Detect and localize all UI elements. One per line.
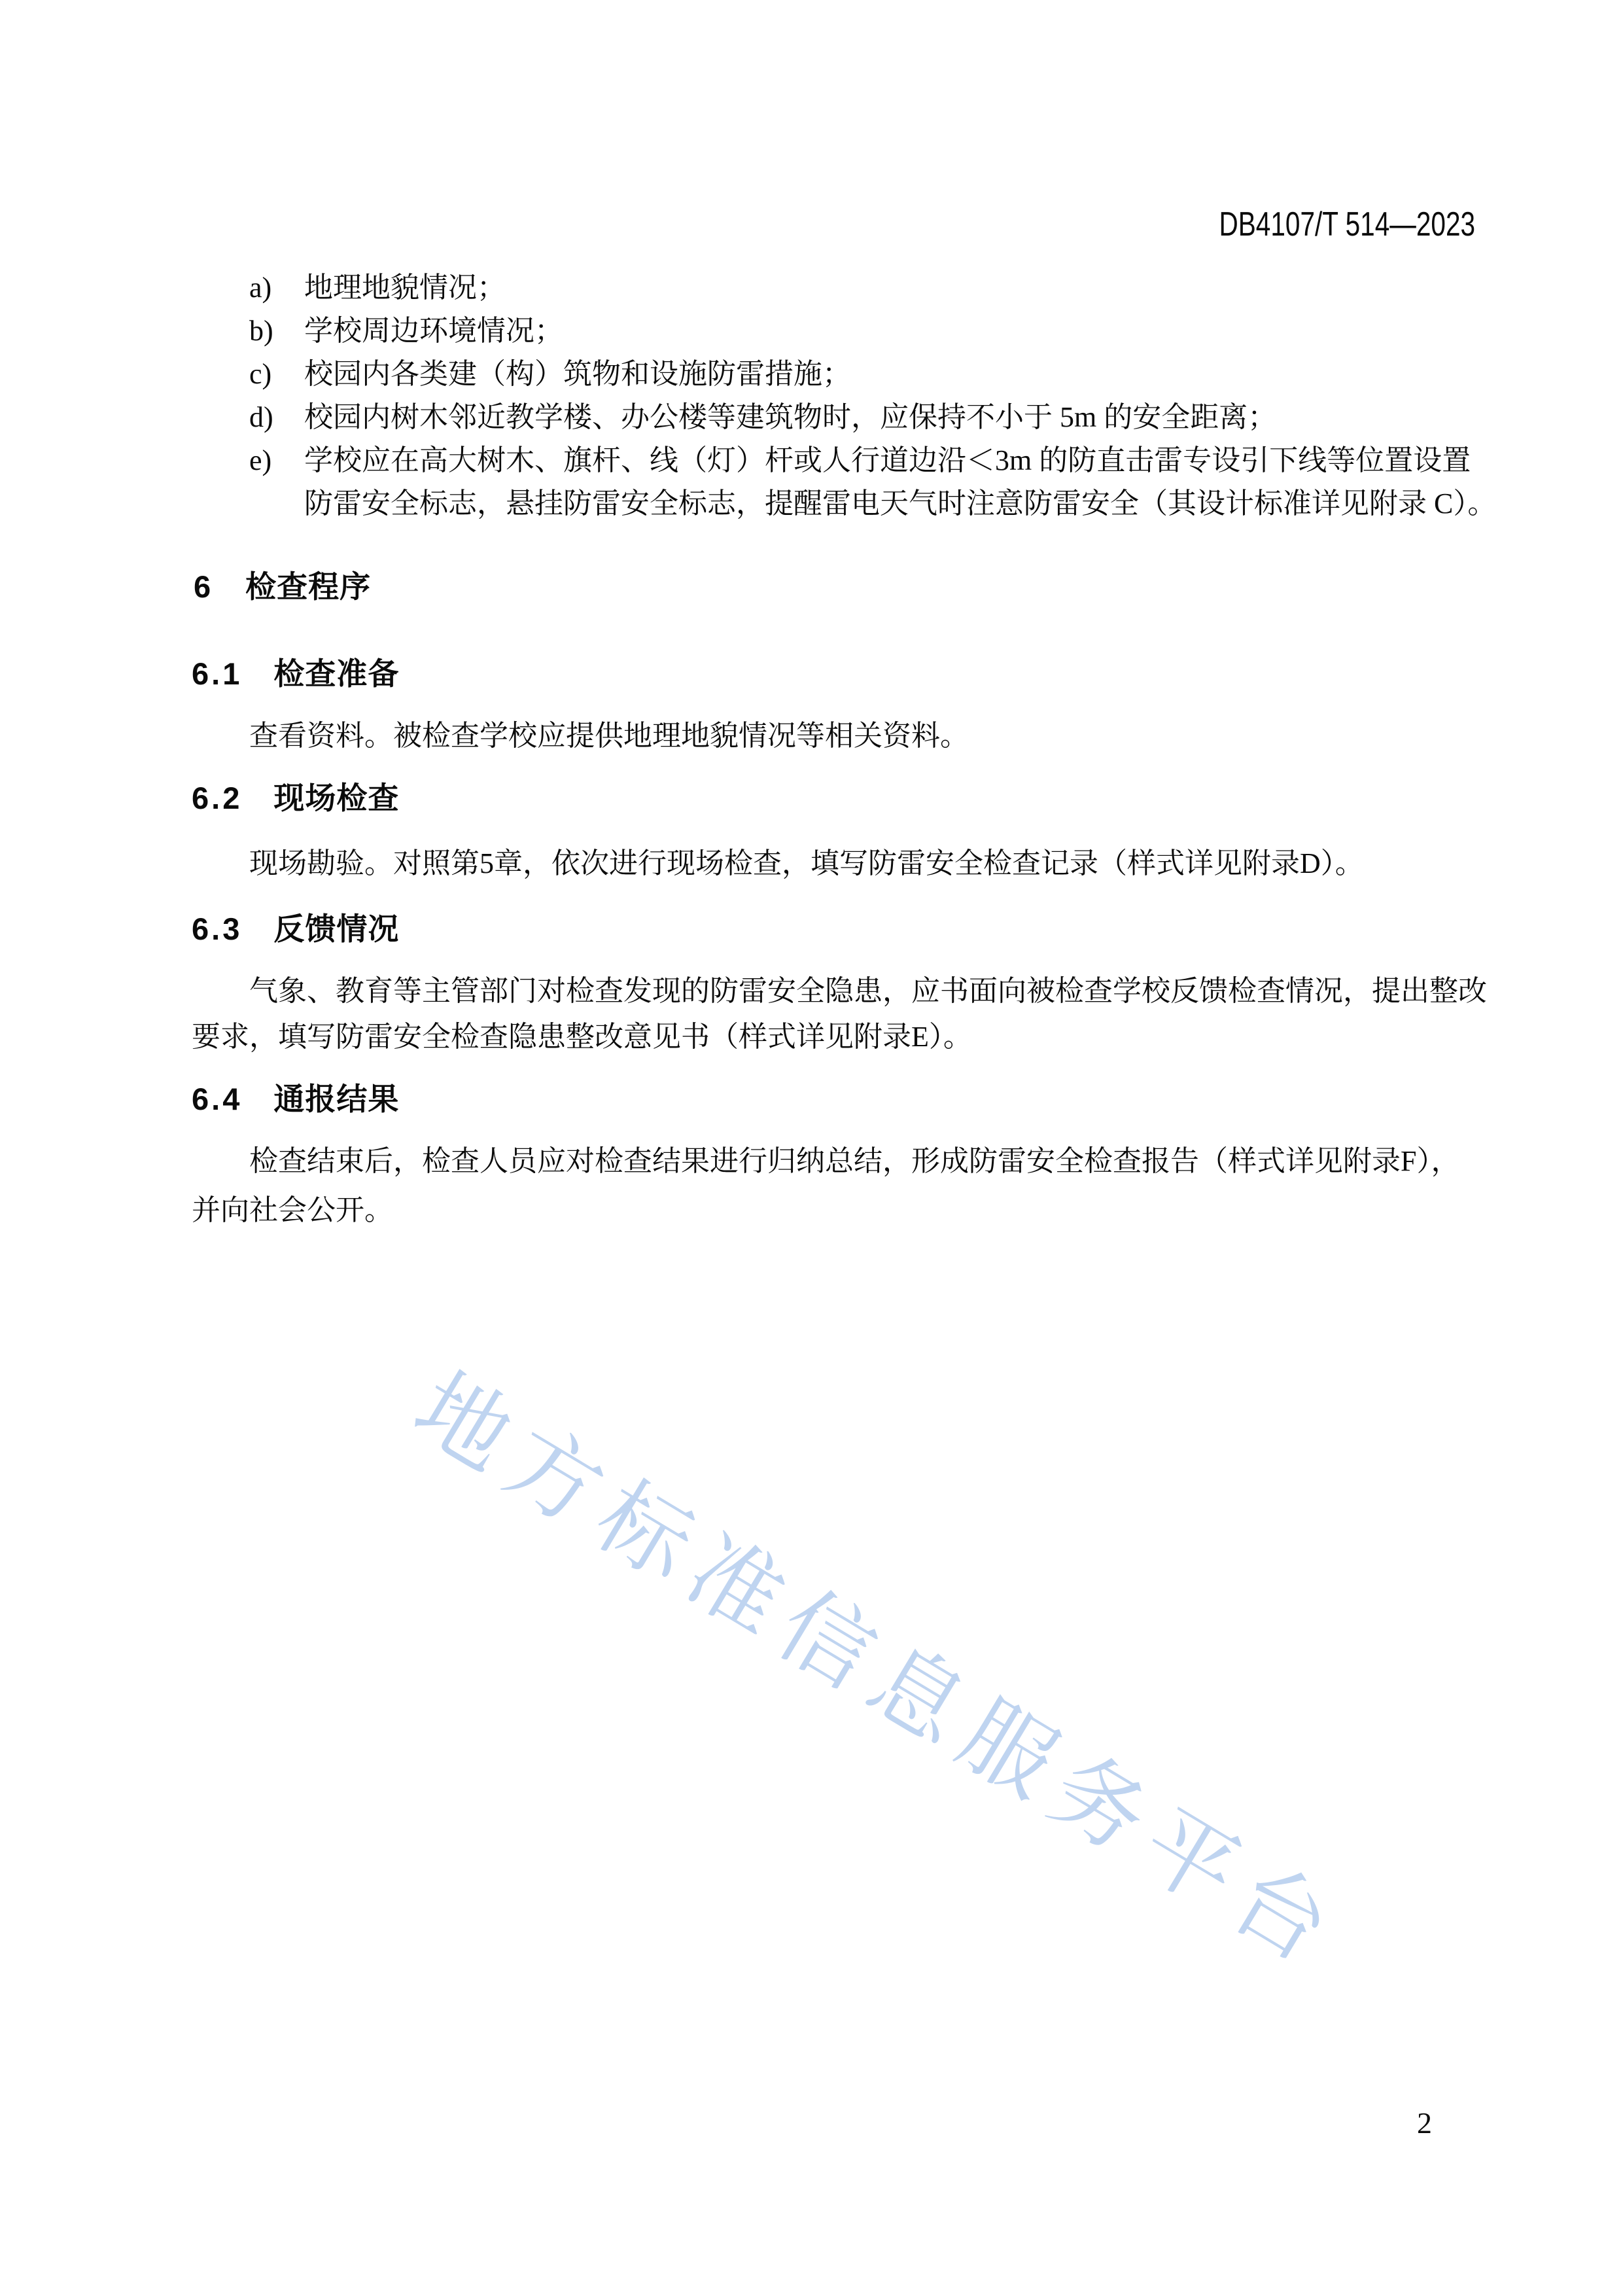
list-marker-b: b) bbox=[249, 315, 273, 347]
paragraph-6-4-line-1: 检查结束后，检查人员应对检查结果进行归纳总结，形成防雷安全检查报告（样式详见附录F）， bbox=[249, 1145, 1460, 1177]
paragraph-6-2-line-1: 现场勘验。对照第5章，依次进行现场检查，填写防雷安全检查记录（样式详见附录D）。 bbox=[249, 847, 1364, 879]
subsection-title-6-1: 检查准备 bbox=[273, 656, 400, 691]
subsection-number-6-1: 6.1 bbox=[192, 656, 243, 691]
list-item-e-text-line-2: 防雷安全标志，悬挂防雷安全标志，提醒雷电天气时注意防雷安全（其设计标准详见附录 C）。 bbox=[304, 487, 1497, 520]
paragraph-6-4-line-2: 并向社会公开。 bbox=[192, 1194, 393, 1226]
paragraph-6-1-line-1: 查看资料。被检查学校应提供地理地貌情况等相关资料。 bbox=[249, 720, 969, 752]
list-item-b-text: 学校周边环境情况； bbox=[304, 315, 563, 347]
paragraph-6-3-line-2: 要求，填写防雷安全检查隐患整改意见书（样式详见附录E）。 bbox=[192, 1021, 972, 1053]
subsection-title-6-4: 通报结果 bbox=[273, 1082, 400, 1116]
list-marker-c: c) bbox=[249, 358, 272, 390]
subsection-heading-6-2 bbox=[192, 777, 399, 820]
standard-code bbox=[1147, 205, 1475, 243]
paragraph-6-3-line-1: 气象、教育等主管部门对检查发现的防雷安全隐患，应书面向被检查学校反馈检查情况，提出整改 bbox=[249, 975, 1487, 1007]
subsection-number-6-3: 6.3 bbox=[192, 911, 243, 946]
subsection-title-6-3: 反馈情况 bbox=[273, 911, 400, 946]
list-item-c-text: 校园内各类建（构）筑物和设施防雷措施； bbox=[304, 358, 851, 390]
list-item-d-text: 校园内树木邻近教学楼、办公楼等建筑物时，应保持不小于 5m 的安全距离； bbox=[304, 401, 1277, 433]
chapter-heading bbox=[194, 565, 371, 609]
list-marker-d: d) bbox=[249, 401, 273, 433]
list-marker-e: e) bbox=[249, 444, 272, 476]
chapter-title: 检查程序 bbox=[245, 569, 372, 604]
watermark-text: 地方标准信息服务平台 bbox=[397, 1355, 1359, 1989]
subsection-number-6-4: 6.4 bbox=[192, 1082, 243, 1116]
list-item-a-text: 地理地貌情况； bbox=[304, 272, 506, 304]
list-item-e-text-line-1: 学校应在高大树木、旗杆、线（灯）杆或人行道边沿＜3m 的防直击雷专设引下线等位置设置 bbox=[304, 444, 1471, 476]
subsection-heading-6-3 bbox=[192, 908, 399, 951]
page-number: 2 bbox=[1417, 2106, 1432, 2140]
standard-code-text: DB4107/T 514—2023 bbox=[1219, 205, 1475, 243]
subsection-title-6-2: 现场检查 bbox=[273, 781, 400, 815]
chapter-number: 6 bbox=[194, 569, 212, 604]
list-marker-a: a) bbox=[249, 272, 272, 304]
subsection-number-6-2: 6.2 bbox=[192, 781, 243, 815]
subsection-heading-6-1 bbox=[192, 652, 399, 696]
subsection-heading-6-4 bbox=[192, 1078, 399, 1121]
